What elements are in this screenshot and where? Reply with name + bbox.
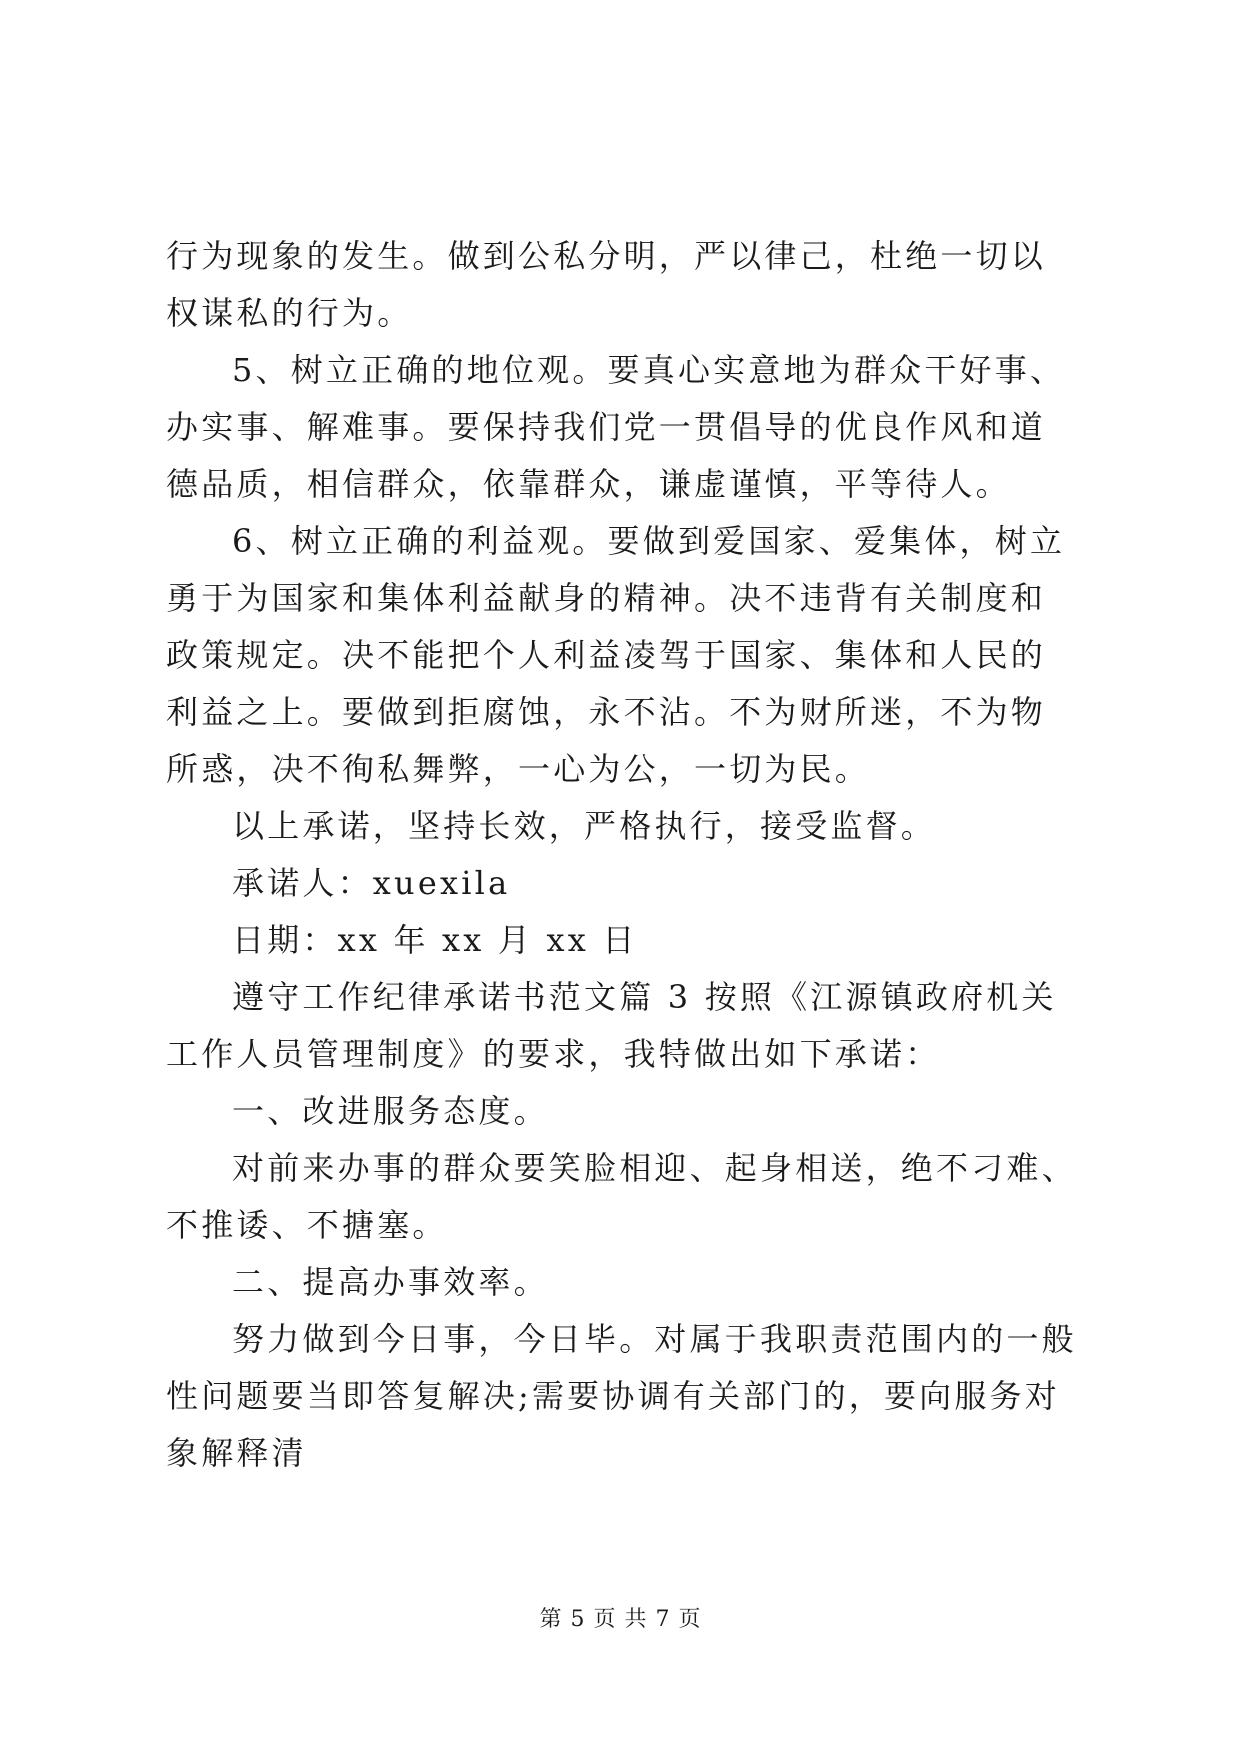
paragraph: 以上承诺，坚持长效，严格执行，接受监督。 (232, 807, 937, 845)
paragraph: 对前来办事的群众要笑脸相迎、起身相送，绝不刁难、不推诿、不搪塞。 (166, 1149, 1077, 1244)
section-heading: 一、改进服务态度。 (232, 1092, 549, 1130)
date-line: 日期：xx 年 xx 月 xx 日 (232, 921, 638, 959)
document-body (166, 228, 1081, 1482)
paragraph: 5、树立正确的地位观。要真心实意地为群众干好事、办实事、解难事。要保持我们党一贯倡导的优良作风和道德品质，相信群众，依靠群众，谦虚谨慎，平等待人。 (166, 351, 1066, 503)
page-number-footer: 第 5 页 共 7 页 (539, 1607, 702, 1632)
paragraph: 努力做到今日事，今日毕。对属于我职责范围内的一般性问题要当即答复解决;需要协调有关部门的，要向服务对象解释清 (166, 1320, 1077, 1472)
signatory-line: 承诺人：xuexila (232, 864, 511, 902)
section-heading: 二、提高办事效率。 (232, 1263, 549, 1301)
paragraph: 遵守工作纪律承诺书范文篇 3 按照《江源镇政府机关工作人员管理制度》的要求，我特做出如下承诺： (166, 978, 1057, 1073)
paragraph: 行为现象的发生。做到公私分明，严以律己，杜绝一切以权谋私的行为。 (166, 237, 1047, 332)
paragraph: 6、树立正确的利益观。要做到爱国家、爱集体，树立勇于为国家和集体利益献身的精神。决不违背有关制度和政策规定。决不能把个人利益凌驾于国家、集体和人民的利益之上。要做到拒腐蚀，永不沾。不为财所迷，不为物所惑，决不徇私舞弊，一心为公，一切为民。 (166, 522, 1066, 788)
